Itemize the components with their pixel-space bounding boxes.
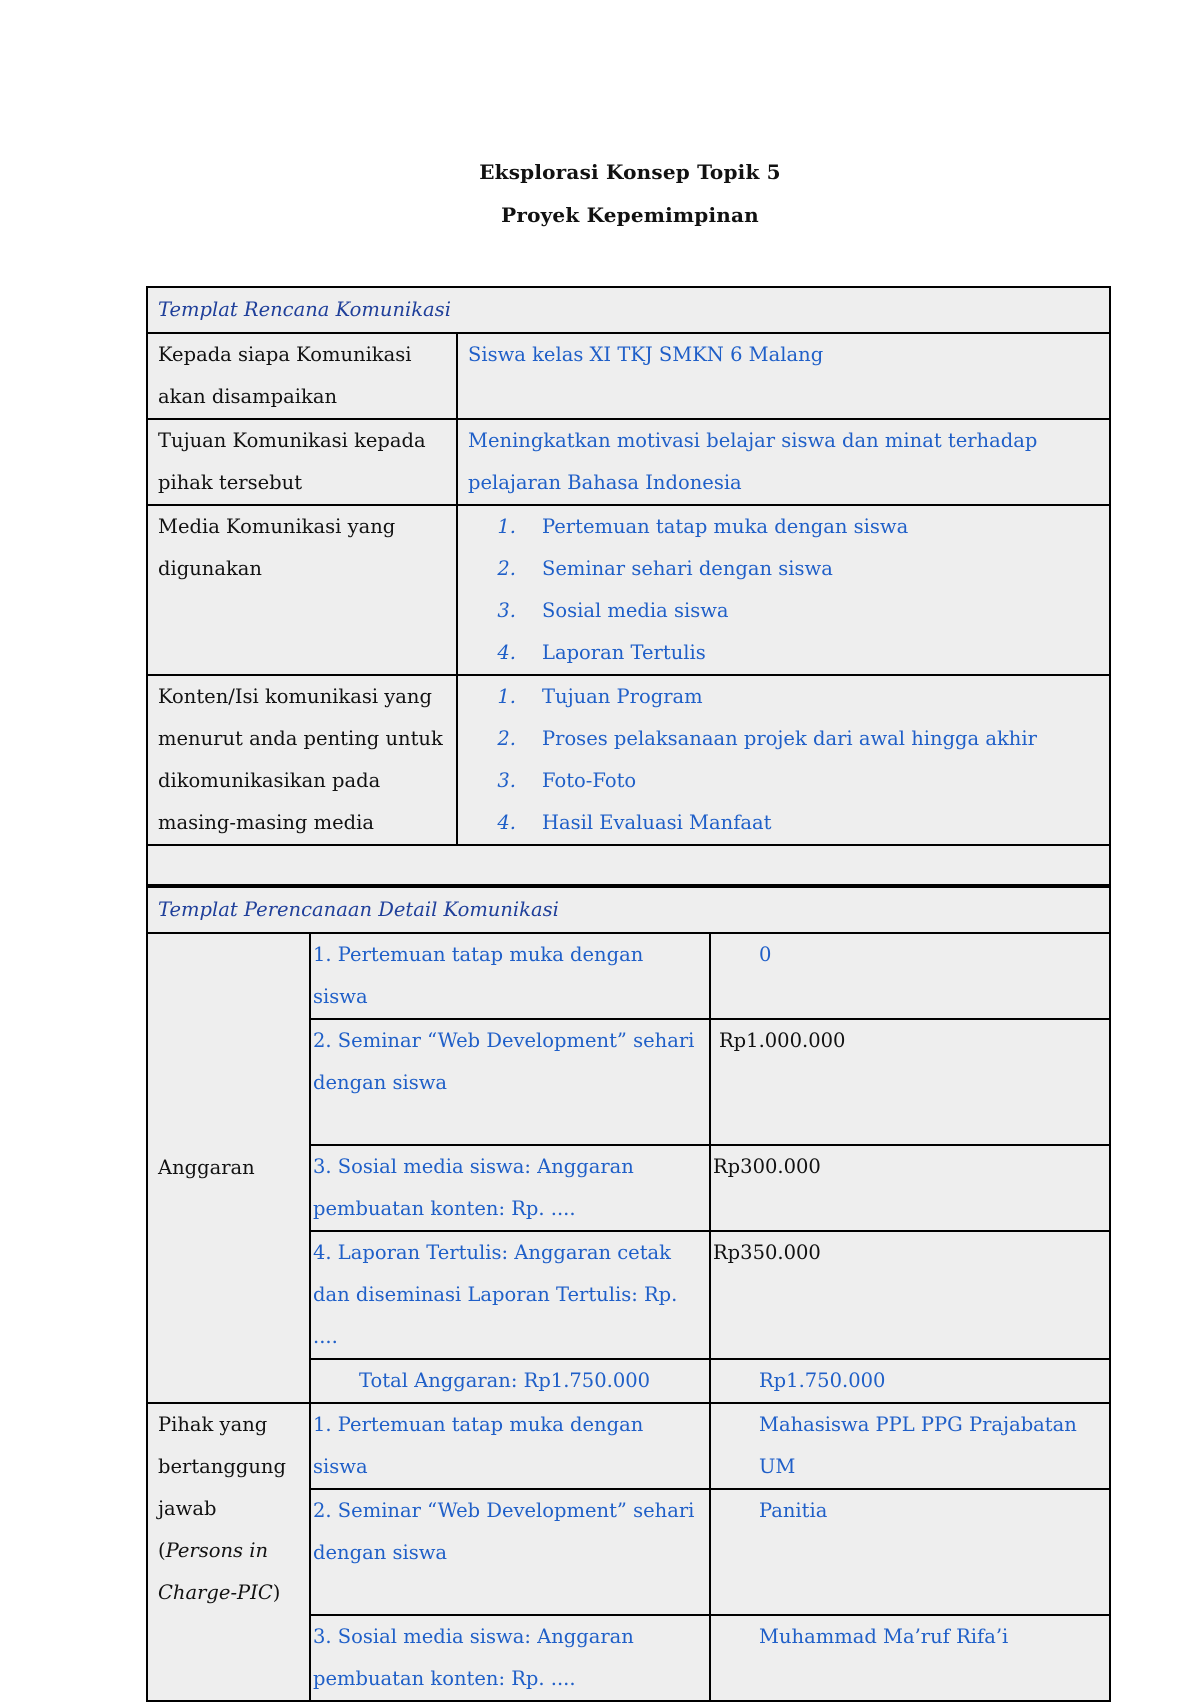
table-header: Templat Perencanaan Detail Komunikasi [147,887,1110,933]
spacer-row [147,845,1110,885]
budget-item: 2. Seminar “Web Development” sehari dengan siswa [310,1019,710,1145]
communication-plan-table [146,286,1111,886]
pic-item: 3. Sosial media siswa: Anggaran pembuatan konten: Rp. .... [310,1615,710,1701]
list-item: 4. Laporan Tertulis [497,641,706,664]
pic-value: Mahasiswa PPL PPG Prajabatan UM [710,1403,1110,1489]
pic-label: Pihak yang bertanggung jawab (Persons in Charge-PIC) [147,1403,310,1701]
table-row [147,933,1110,1019]
table-row [147,419,1110,505]
table-header: Templat Rencana Komunikasi [147,287,1110,333]
budget-item: 4. Laporan Tertulis: Anggaran cetak dan diseminasi Laporan Tertulis: Rp. .... [310,1231,710,1359]
row-label: Konten/Isi komunikasi yang menurut anda penting untuk dikomunikasikan pada masing-masing media [147,675,457,845]
pic-value: Panitia [710,1489,1110,1615]
table-row [147,333,1110,419]
list-item: 4. Hasil Evaluasi Manfaat [497,811,772,834]
budget-total-value: Rp1.750.000 [710,1359,1110,1403]
pic-item: 1. Pertemuan tatap muka dengan siswa [310,1403,710,1489]
list-item: 1. Tujuan Program [497,685,703,708]
list-item: 2. Proses pelaksanaan projek dari awal hingga akhir [497,727,1037,750]
row-label: Media Komunikasi yang digunakan [147,505,457,675]
table-row [147,675,1110,845]
list-item: 3. Foto-Foto [497,769,637,792]
list-item: 3. Sosial media siswa [497,599,729,622]
budget-item: 1. Pertemuan tatap muka dengan siswa [310,933,710,1019]
page-subtitle: Proyek Kepemimpinan [501,203,759,227]
budget-label: Anggaran [147,933,310,1403]
list-item: 2. Seminar sehari dengan siswa [497,557,833,580]
media-list [457,505,1110,675]
row-value: Siswa kelas XI TKJ SMKN 6 Malang [457,333,1110,419]
pic-item: 2. Seminar “Web Development” sehari dengan siswa [310,1489,710,1615]
page-title: Eksplorasi Konsep Topik 5 [479,160,781,184]
budget-value: 0 [710,933,1110,1019]
communication-detail-table [146,886,1111,1702]
table-row [147,1403,1110,1489]
budget-item: 3. Sosial media siswa: Anggaran pembuatan konten: Rp. .... [310,1145,710,1231]
budget-value: Rp350.000 [710,1231,1110,1359]
table-row [147,505,1110,675]
list-item: 1. Pertemuan tatap muka dengan siswa [497,515,909,538]
pic-value: Muhammad Ma’ruf Rifa’i [710,1615,1110,1701]
budget-value: Rp1.000.000 [710,1019,1110,1145]
row-label: Tujuan Komunikasi kepada pihak tersebut [147,419,457,505]
row-value: Meningkatkan motivasi belajar siswa dan minat terhadap pelajaran Bahasa Indonesia [457,419,1110,505]
budget-value: Rp300.000 [710,1145,1110,1231]
content-list [457,675,1110,845]
budget-total-label: Total Anggaran: Rp1.750.000 [310,1359,710,1403]
row-label: Kepada siapa Komunikasi akan disampaikan [147,333,457,419]
